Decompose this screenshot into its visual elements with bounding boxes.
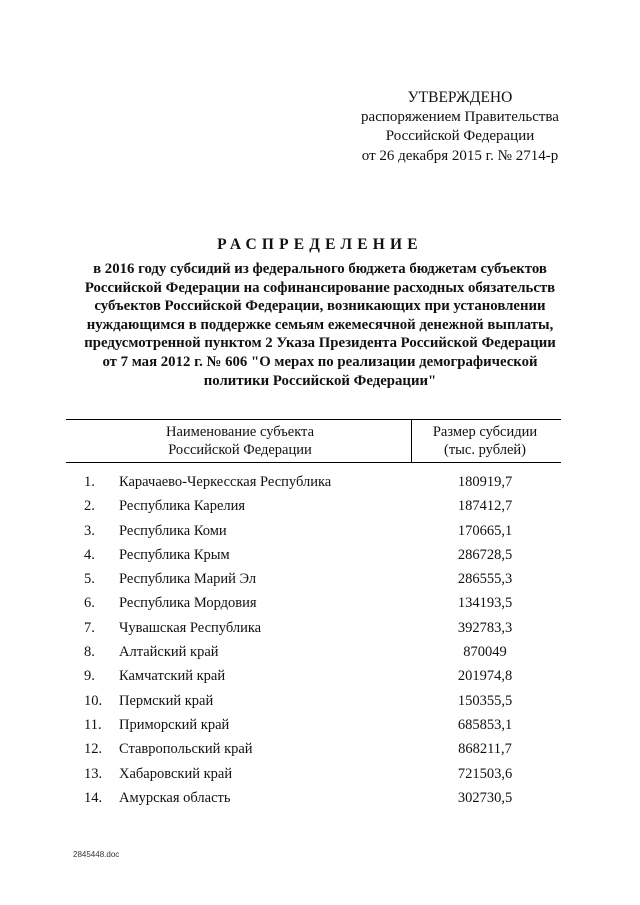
approval-block <box>330 88 590 166</box>
row-region-name: Пермский край <box>119 692 214 709</box>
table-row <box>0 715 640 739</box>
document-subtitle <box>70 260 570 390</box>
row-region-name: Амурская область <box>119 789 231 806</box>
row-amount: 392783,3 <box>457 619 513 636</box>
subtitle-line: от 7 мая 2012 г. № 606 "О мерах по реализации демографической <box>102 353 538 370</box>
row-region-name: Республика Коми <box>119 522 227 539</box>
row-number: 2. <box>84 498 95 515</box>
row-amount: 187412,7 <box>457 498 513 515</box>
table-row <box>0 521 640 545</box>
table-top-rule <box>66 419 561 420</box>
row-number: 12. <box>84 741 103 758</box>
row-amount: 286555,3 <box>457 571 513 588</box>
row-number: 10. <box>84 692 103 709</box>
subtitle-line: Российской Федерации на софинансирование расходных обязательств <box>84 279 556 296</box>
approval-heading: УТВЕРЖДЕНО <box>407 89 513 106</box>
row-region-name: Камчатский край <box>119 668 226 685</box>
table-body <box>0 472 640 812</box>
row-number: 4. <box>84 546 95 563</box>
row-region-name: Чувашская Республика <box>119 619 262 636</box>
row-amount: 180919,7 <box>457 474 513 490</box>
table-row <box>0 593 640 617</box>
table-header-bottom-rule <box>66 462 561 463</box>
table-row <box>0 496 640 520</box>
row-region-name: Алтайский край <box>119 644 219 661</box>
table-row <box>0 642 640 666</box>
row-number: 5. <box>84 571 95 588</box>
table-row <box>0 788 640 812</box>
row-region-name: Карачаево-Черкесская Республика <box>119 474 332 490</box>
row-number: 14. <box>84 789 103 806</box>
document-title: РАСПРЕДЕЛЕНИЕ <box>217 236 423 253</box>
table-row <box>0 666 640 690</box>
subtitle-line: политики Российской Федерации" <box>203 372 437 389</box>
table-header-amount <box>420 423 550 459</box>
row-number: 8. <box>84 644 95 661</box>
row-number: 11. <box>84 716 102 733</box>
row-amount: 170665,1 <box>457 522 513 539</box>
row-number: 9. <box>84 668 95 685</box>
header-name-line-1: Наименование субъекта <box>165 424 315 440</box>
file-code: 2845448.doc <box>73 850 120 859</box>
subtitle-line: в 2016 году субсидий из федерального бюджета бюджетам субъектов <box>93 261 547 277</box>
row-amount: 150355,5 <box>457 692 513 709</box>
row-region-name: Республика Марий Эл <box>119 571 257 588</box>
row-amount: 302730,5 <box>457 789 513 806</box>
header-amount-line-2: (тыс. рублей) <box>444 442 526 458</box>
row-number: 1. <box>84 474 95 490</box>
header-amount-line-1: Размер субсидии <box>432 424 538 440</box>
row-amount: 721503,6 <box>457 765 513 782</box>
approval-line-1: распоряжением Правительства <box>361 108 559 125</box>
subtitle-line: субъектов Российской Федерации, возникающих при установлении <box>94 298 546 315</box>
row-region-name: Хабаровский край <box>119 765 233 782</box>
row-region-name: Ставропольский край <box>119 741 253 758</box>
header-name-line-2: Российской Федерации <box>168 442 312 458</box>
approval-line-2: Российской Федерации <box>385 128 535 144</box>
table-header-name <box>140 423 340 459</box>
table-row <box>0 764 640 788</box>
row-number: 13. <box>84 765 103 782</box>
row-amount: 868211,7 <box>458 741 512 758</box>
subtitle-line: предусмотренной пунктом 2 Указа Президента Российской Федерации <box>84 335 556 352</box>
row-number: 6. <box>84 595 95 612</box>
table-row <box>0 569 640 593</box>
row-region-name: Республика Мордовия <box>119 595 257 612</box>
row-amount: 134193,5 <box>457 595 513 612</box>
approval-line-3: от 26 декабря 2015 г. № 2714-р <box>361 147 559 164</box>
table-column-divider <box>411 419 412 462</box>
table-row <box>0 739 640 763</box>
row-region-name: Республика Крым <box>119 546 230 563</box>
row-number: 3. <box>84 522 95 539</box>
table-row <box>0 618 640 642</box>
row-amount: 286728,5 <box>457 546 513 563</box>
table-row <box>0 691 640 715</box>
row-amount: 685853,1 <box>457 716 513 733</box>
row-amount: 870049 <box>463 644 507 661</box>
subtitle-line: нуждающимся в поддержке семьям ежемесячной денежной выплаты, <box>86 316 554 333</box>
row-number: 7. <box>84 619 95 636</box>
row-region-name: Приморский край <box>119 716 230 733</box>
row-region-name: Республика Карелия <box>119 498 246 515</box>
row-amount: 201974,8 <box>457 668 513 685</box>
table-row <box>0 472 640 496</box>
table-row <box>0 545 640 569</box>
